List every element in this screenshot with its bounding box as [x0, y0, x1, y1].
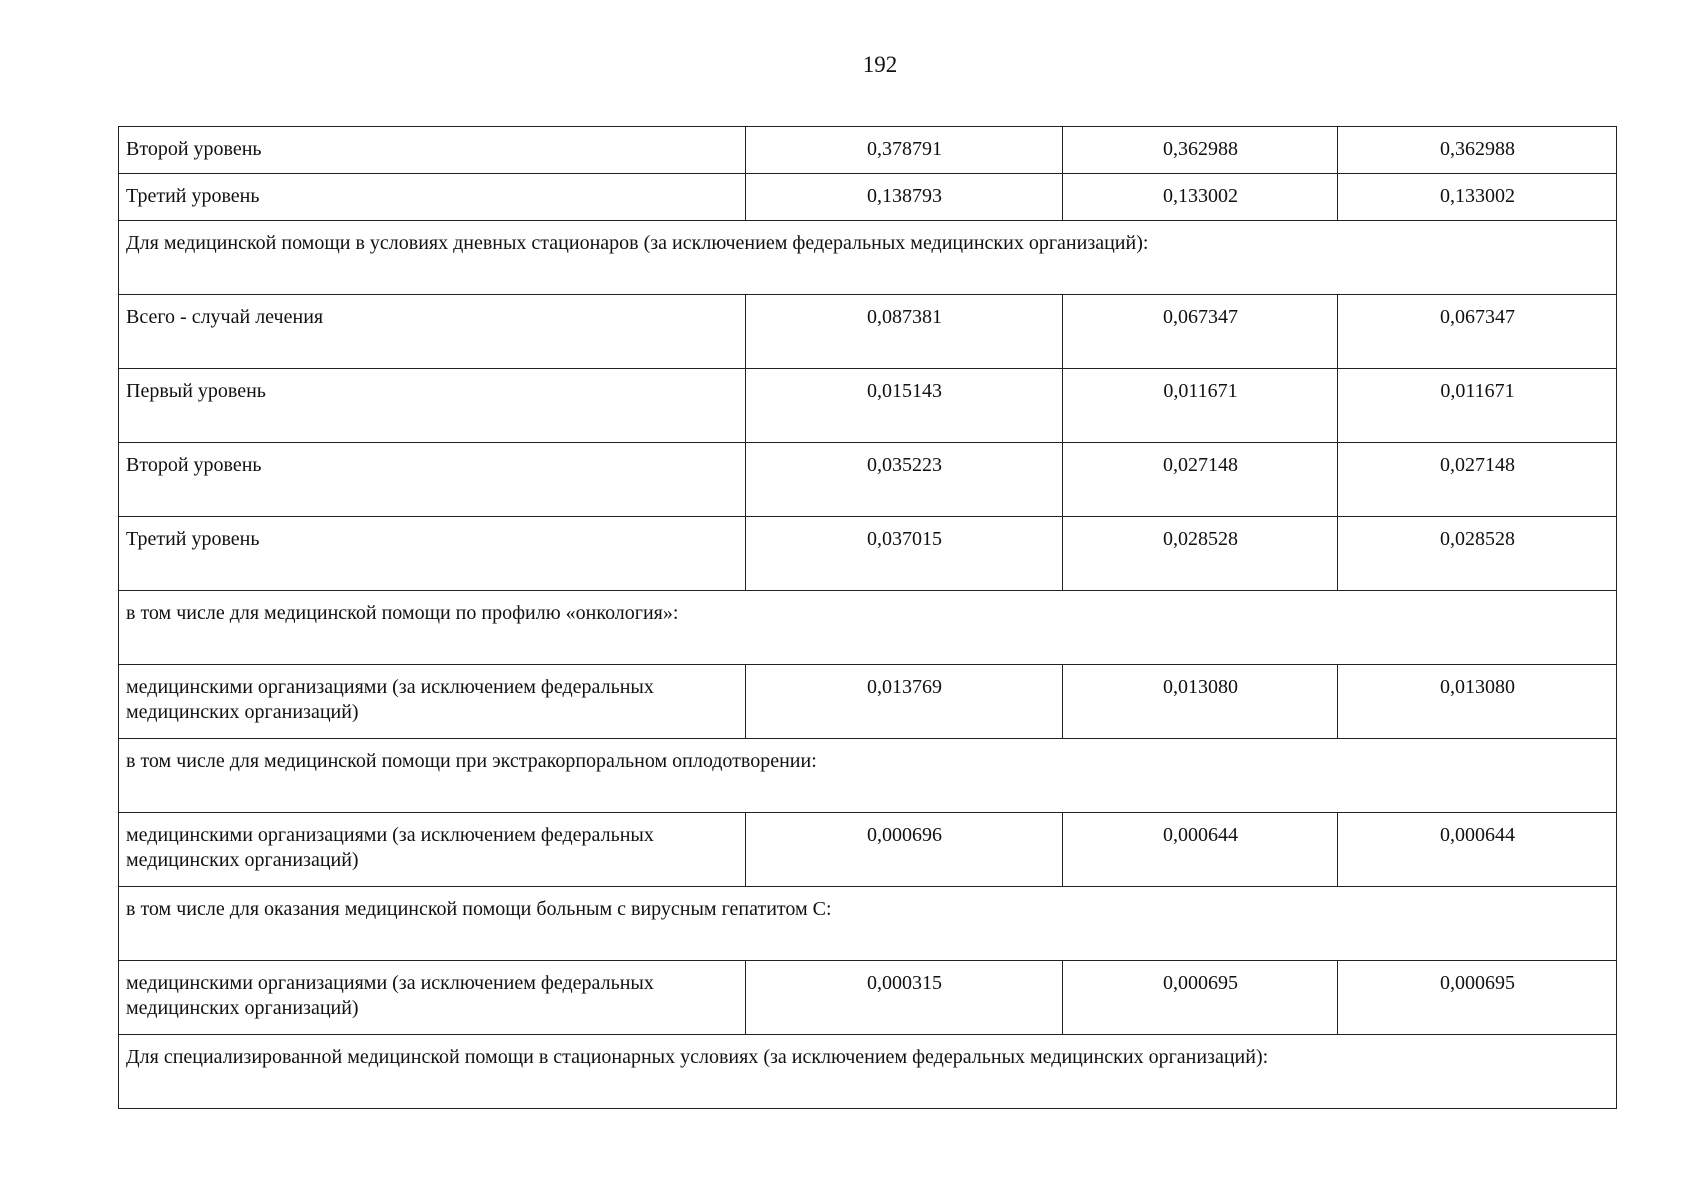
table-row: [119, 369, 1617, 443]
value-cell-3: 0,013080: [1338, 665, 1617, 739]
value-cell-2: 0,013080: [1063, 665, 1338, 739]
value-cell-1: 0,378791: [746, 127, 1063, 174]
value-cell-3: 0,000644: [1338, 813, 1617, 887]
row-label: Первый уровень: [119, 369, 746, 443]
value-cell-3: 0,028528: [1338, 517, 1617, 591]
volume-norms-table: [118, 126, 1617, 1109]
table-row: [119, 295, 1617, 369]
table-row: [119, 517, 1617, 591]
table-row: [119, 813, 1617, 887]
section-header-row: [119, 591, 1617, 665]
value-cell-2: 0,067347: [1063, 295, 1338, 369]
value-cell-2: 0,000695: [1063, 961, 1338, 1035]
table-row: [119, 127, 1617, 174]
section-header-text: в том числе для медицинской помощи по профилю «онкология»:: [119, 591, 1617, 665]
row-label: Второй уровень: [119, 127, 746, 174]
value-cell-2: 0,362988: [1063, 127, 1338, 174]
value-cell-3: 0,000695: [1338, 961, 1617, 1035]
table-row: [119, 443, 1617, 517]
section-header-text: в том числе для оказания медицинской помощи больным с вирусным гепатитом С:: [119, 887, 1617, 961]
value-cell-3: 0,362988: [1338, 127, 1617, 174]
value-cell-3: 0,067347: [1338, 295, 1617, 369]
value-cell-2: 0,133002: [1063, 174, 1338, 221]
value-cell-1: 0,087381: [746, 295, 1063, 369]
page-number: 192: [862, 52, 898, 77]
value-cell-1: 0,000315: [746, 961, 1063, 1035]
value-cell-2: 0,000644: [1063, 813, 1338, 887]
value-cell-3: 0,011671: [1338, 369, 1617, 443]
section-header-row: [119, 887, 1617, 961]
value-cell-1: 0,035223: [746, 443, 1063, 517]
value-cell-2: 0,028528: [1063, 517, 1338, 591]
section-header-row: [119, 739, 1617, 813]
row-label: медицинскими организациями (за исключением федеральных медицинских организаций): [119, 813, 746, 887]
table-row: [119, 665, 1617, 739]
value-cell-2: 0,027148: [1063, 443, 1338, 517]
value-cell-1: 0,013769: [746, 665, 1063, 739]
section-header-row: [119, 221, 1617, 295]
section-header-text: Для медицинской помощи в условиях дневных стационаров (за исключением федеральных медицинских организаций):: [119, 221, 1617, 295]
row-label: медицинскими организациями (за исключением федеральных медицинских организаций): [119, 961, 746, 1035]
section-header-text: Для специализированной медицинской помощи в стационарных условиях (за исключением федеральных медицинских организаций):: [119, 1035, 1617, 1109]
row-label: Второй уровень: [119, 443, 746, 517]
section-header-row: [119, 1035, 1617, 1109]
value-cell-1: 0,037015: [746, 517, 1063, 591]
section-header-text: в том числе для медицинской помощи при экстракорпоральном оплодотворении:: [119, 739, 1617, 813]
value-cell-1: 0,138793: [746, 174, 1063, 221]
value-cell-1: 0,015143: [746, 369, 1063, 443]
row-label: Третий уровень: [119, 517, 746, 591]
value-cell-2: 0,011671: [1063, 369, 1338, 443]
table-row: [119, 961, 1617, 1035]
table-row: [119, 174, 1617, 221]
table-body: [119, 127, 1617, 1109]
row-label: медицинскими организациями (за исключением федеральных медицинских организаций): [119, 665, 746, 739]
row-label: Всего - случай лечения: [119, 295, 746, 369]
row-label: Третий уровень: [119, 174, 746, 221]
value-cell-3: 0,133002: [1338, 174, 1617, 221]
value-cell-3: 0,027148: [1338, 443, 1617, 517]
value-cell-1: 0,000696: [746, 813, 1063, 887]
